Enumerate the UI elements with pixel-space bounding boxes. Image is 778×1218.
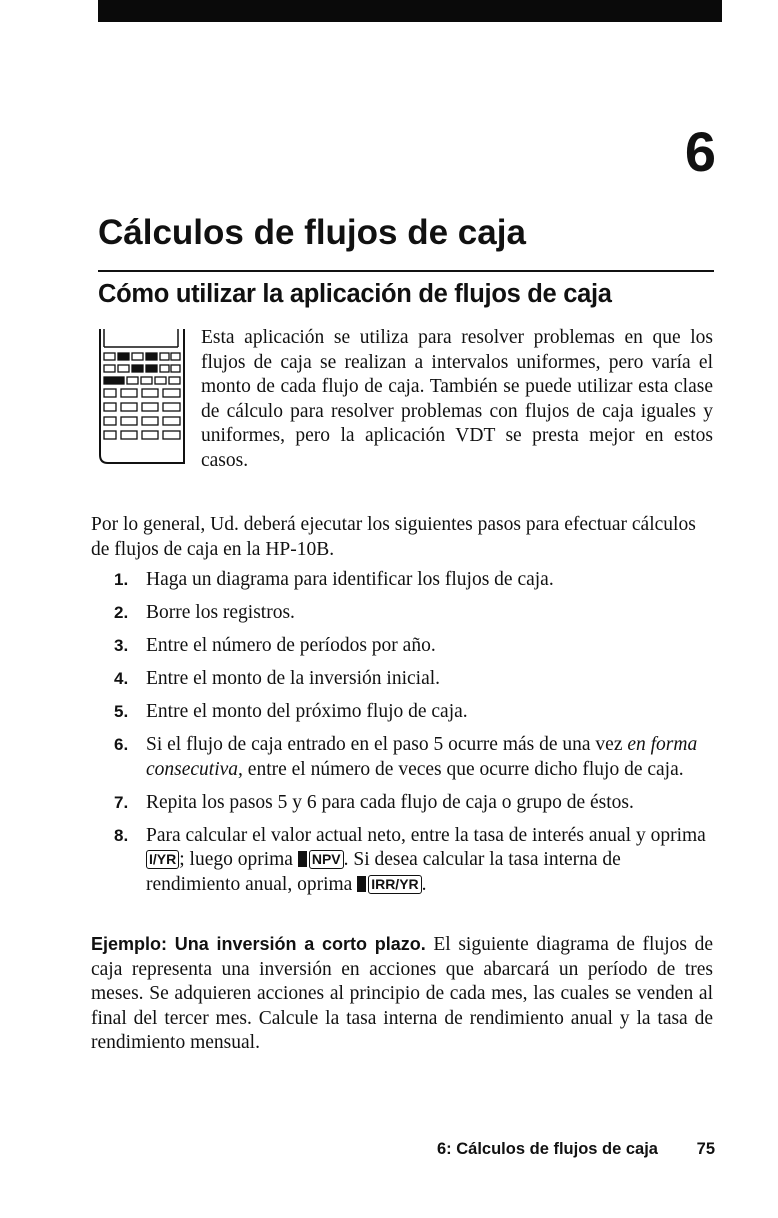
step-text: Entre el número de períodos por año.: [146, 635, 436, 656]
step-text: Entre el monto del próximo flujo de caja.: [146, 701, 468, 722]
step-number: 1.: [114, 570, 129, 589]
lead-paragraph: Por lo general, Ud. deberá ejecutar los siguientes pasos para efectuar cálculos de flujos de caja en la HP-10B.: [91, 514, 696, 560]
chapter-title: Cálculos de flujos de caja: [98, 213, 526, 252]
shift-key-icon: [357, 876, 366, 892]
list-item: [91, 568, 713, 593]
step-text: entre el número de veces que ocurre dicho flujo de caja.: [242, 758, 684, 780]
example-text: El siguiente diagrama de flujos de caja representa una inversión en acciones que abarcará un período de tres meses. Se adquieren acciones al principio de cada mes, las cuales se venden al final del tercer mes. Calcule la tasa interna de rendimiento anual y la tasa de rendimiento mensual.: [91, 934, 713, 1053]
chapter-number: 6: [684, 120, 716, 183]
steps-list: [91, 568, 713, 906]
list-item: [91, 667, 713, 692]
intro-paragraph: Esta aplicación se utiliza para resolver problemas en que los flujos de caja se realizan a intervalos uniformes, pero varía el monto de cada flujo de caja. También se puede utilizar esta clase de cálculo para resolver problemas con flujos de caja iguales y uniformes, pero la aplicación VDT se presta mejor en estos casos.: [201, 327, 713, 471]
step-text: Borre los registros.: [146, 602, 295, 623]
step-number: 3.: [114, 636, 129, 655]
step-text: Haga un diagrama para identificar los flujos de caja.: [146, 569, 554, 590]
cash-flow-keypad-icon: [98, 327, 186, 465]
footer-chapter-title: 6: Cálculos de flujos de caja: [437, 1140, 658, 1158]
step-emphasis: en forma consecutiva,: [146, 734, 698, 780]
list-item: [91, 733, 713, 782]
step-number: 2.: [114, 603, 129, 622]
example-paragraph: [91, 932, 713, 1056]
iyr-key-label: I/YR: [146, 850, 179, 869]
npv-key-label: NPV: [309, 850, 344, 869]
step-number: 5.: [114, 702, 129, 721]
step-number: 4.: [114, 669, 129, 688]
list-item: [91, 700, 713, 725]
list-item: [91, 824, 713, 898]
step-number: 7.: [114, 792, 129, 812]
top-bar: [98, 0, 722, 22]
list-item: [91, 601, 713, 626]
page-number: 75: [696, 1140, 715, 1158]
step-text: Si el flujo de caja entrado en el paso 5 ocurre más de una vez: [146, 734, 628, 755]
list-item: [91, 791, 713, 816]
step-text: Para calcular el valor actual neto, entre la tasa de interés anual y oprima: [146, 824, 706, 846]
shift-key-icon: [298, 851, 307, 867]
step-text: .: [421, 873, 427, 895]
step-text: Entre el monto de la inversión inicial.: [146, 668, 441, 689]
list-item: [91, 634, 713, 659]
step-text: . Si desea calcular la tasa interna de rendimiento anual, oprima: [146, 849, 621, 895]
example-heading: Ejemplo: Una inversión a corto plazo.: [91, 934, 426, 954]
step-text: ; luego oprima: [179, 849, 298, 870]
irr-key-label: IRR/YR: [368, 875, 421, 894]
step-number: 6.: [114, 735, 129, 754]
step-number: 8.: [114, 825, 129, 845]
section-title: Cómo utilizar la aplicación de flujos de caja: [98, 280, 612, 308]
section-rule: [98, 270, 714, 272]
step-text: Repita los pasos 5 y 6 para cada flujo de caja o grupo de éstos.: [146, 791, 634, 813]
